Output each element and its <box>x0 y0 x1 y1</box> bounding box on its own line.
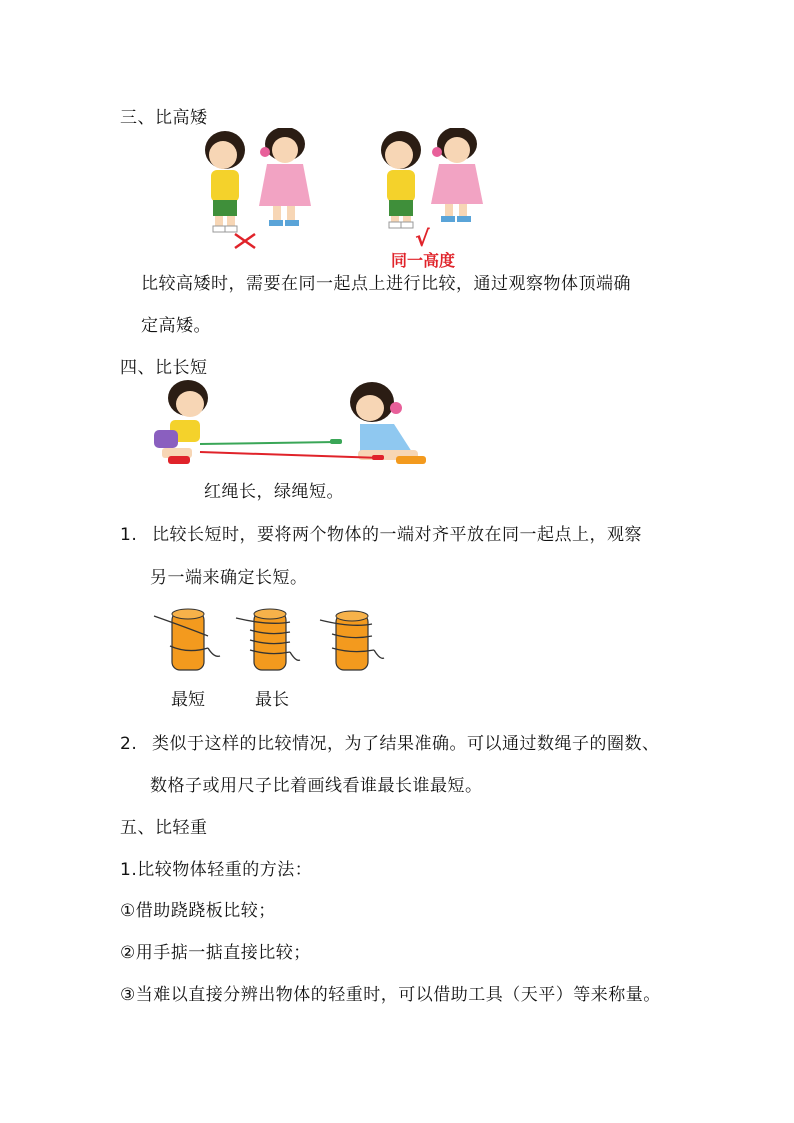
same-height-label: 同一高度 <box>391 251 456 270</box>
green-rope-handle <box>330 439 342 444</box>
section-3-heading: 三、比高矮 <box>120 108 208 128</box>
spool-shortest <box>154 609 220 670</box>
section-3-text-line2: 定高矮。 <box>141 316 211 336</box>
spool-middle <box>320 611 384 670</box>
item-2-line1: 类似于这样的比较情况，为了结果准确。可以通过数绳子的圈数、 <box>152 734 660 754</box>
correct-mark: √ <box>415 227 430 252</box>
spool-comparison-figure <box>150 606 390 676</box>
label-longest: 最长 <box>255 690 289 710</box>
item-2-line2: 数格子或用尺子比着画线看谁最长谁最短。 <box>150 776 483 796</box>
item-2-number: 2. <box>120 734 138 754</box>
label-shortest: 最短 <box>171 690 205 710</box>
girl-figure-right <box>431 128 483 222</box>
section-5-intro: 1.比较物体轻重的方法： <box>120 860 313 880</box>
green-rope <box>200 442 336 444</box>
method-2: ②用手掂一掂直接比较； <box>120 943 311 963</box>
section-5-heading: 五、比轻重 <box>120 818 208 838</box>
item-1-number: 1. <box>120 525 138 545</box>
section-4-heading: 四、比长短 <box>120 358 208 378</box>
boy-figure-left <box>205 131 245 232</box>
method-1: ①借助跷跷板比较； <box>120 901 276 921</box>
boy-figure-right <box>381 131 421 228</box>
rope-caption: 红绳长，绿绳短。 <box>204 482 344 502</box>
wrong-mark <box>235 234 255 248</box>
boy-kneeling-figure <box>154 380 208 464</box>
red-rope-handle <box>372 455 384 460</box>
rope-comparison-figure <box>150 378 440 470</box>
item-1-line1: 比较长短时，要将两个物体的一端对齐平放在同一起点上，观察 <box>152 525 642 545</box>
spool-longest <box>236 609 300 670</box>
method-3: ③当难以直接分辨出物体的轻重时，可以借助工具（天平）等来称量。 <box>120 985 661 1005</box>
red-rope <box>200 452 382 458</box>
item-1-line2: 另一端来确定长短。 <box>150 568 308 588</box>
girl-figure-left <box>259 128 311 226</box>
height-comparison-figure <box>195 128 505 270</box>
girl-kneeling-figure <box>350 382 426 464</box>
section-3-text-line1: 比较高矮时，需要在同一起点上进行比较，通过观察物体顶端确 <box>141 274 631 294</box>
